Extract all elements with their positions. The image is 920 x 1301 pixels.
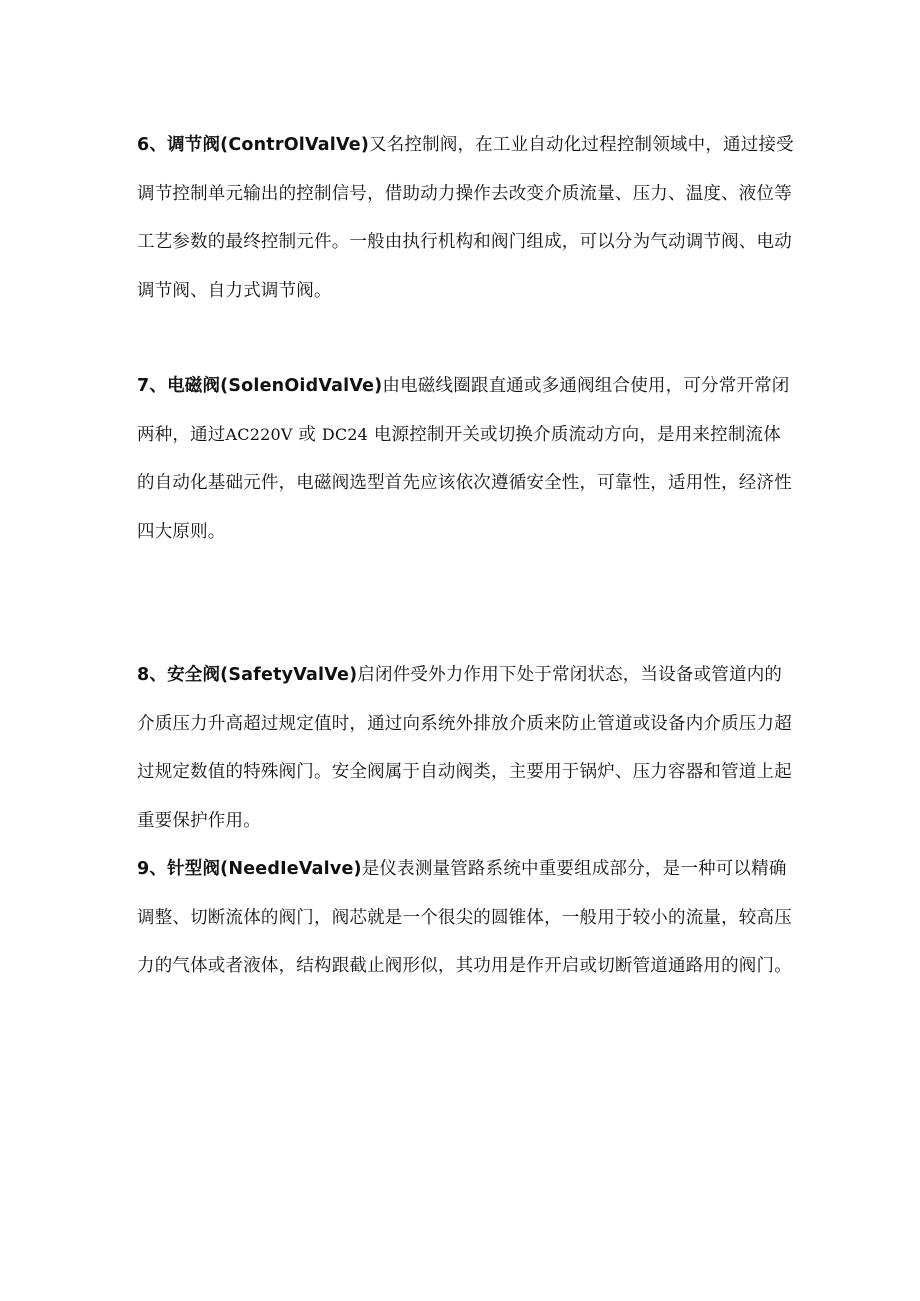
paragraph-solenoid-valve — [137, 362, 797, 556]
paragraph-needle-valve — [137, 845, 797, 991]
paragraph-heading: 9、针型阀(NeedIeValve) — [137, 859, 362, 879]
paragraph-text: 或 — [298, 424, 317, 445]
paragraph-text: 又名控制阀，在工业自动化过程控制领域中，通过接受调节控制单元输出的控制信号，借助动力操作去改变介质流量、压力、温度、液位等工艺参数的最终控制元件。一般由执行机构和阀门组成，可以分为气动调节阀、电动调节阀、自力式调节阀。 — [137, 135, 794, 301]
paragraph-control-valve — [137, 121, 797, 315]
voltage-code: AC220V — [225, 424, 293, 444]
paragraph-heading: 6、调节阀(ContrOlValVe) — [137, 135, 370, 155]
voltage-code: DC24 — [321, 424, 369, 444]
paragraph-text: 是仪表测量管路系统中重要组成部分，是一种可以精确调整、切断流体的阀门，阀芯就是一个很尖的圆锥体，一般用于较小的流量，较高压力的气体或者液体，结构跟截止阀形似，其功用是作开启或切断管道通路用的阀门。 — [137, 859, 792, 976]
paragraph-text: 启闭件受外力作用下处于常闭状态，当设备或管道内的介质压力升高超过规定值时，通过向系统外排放介质来防止管道或设备内介质压力超过规定数值的特殊阀门。安全阀属于自动阀类，主要用于锅炉、压力容器和管道上起重要保护作用。 — [137, 665, 792, 831]
paragraph-text: 由电磁线圈跟直通或多通阀组合使用，可分常开常闭两种，通过 — [137, 376, 790, 445]
paragraph-safety-valve — [137, 651, 797, 845]
paragraph-heading: 7、电磁阀(SolenOidValVe) — [137, 376, 383, 396]
paragraph-text: 电源控制开关或切换介质流动方向，是用来控制流体的自动化基础元件，电磁阀选型首先应该依次遵循安全性，可靠性，适用性，经济性四大原则。 — [137, 424, 792, 542]
paragraph-heading: 8、安全阀(SafetyValVe) — [137, 665, 358, 685]
